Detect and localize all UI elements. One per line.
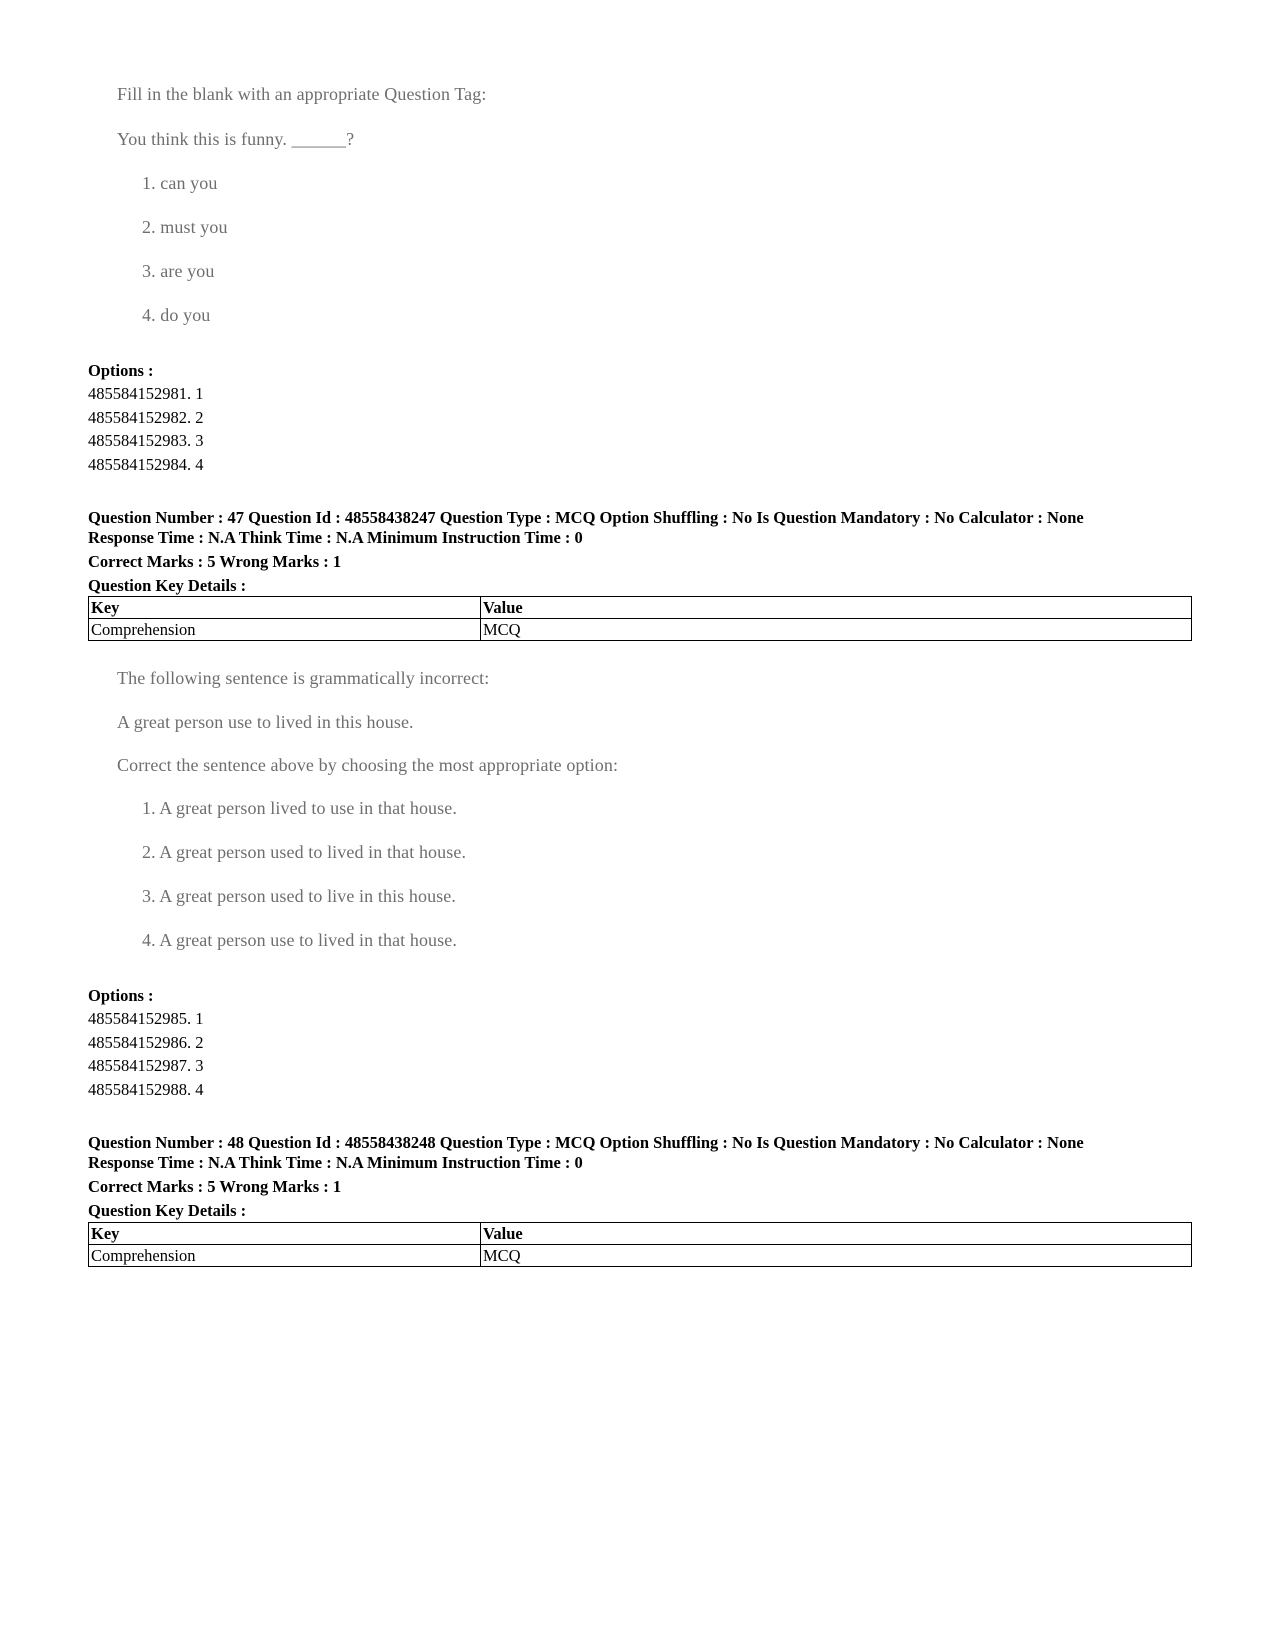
question-choice-2: 2. must you (142, 217, 228, 237)
options-label: Options : (88, 361, 154, 380)
question-instruction: Fill in the blank with an appropriate Question Tag: (117, 84, 487, 104)
table-header-value: Value (481, 597, 1192, 619)
question-meta-line2: Response Time : N.A Think Time : N.A Minimum Instruction Time : 0 (88, 1153, 583, 1172)
question-instruction: The following sentence is grammatically incorrect: (117, 668, 490, 688)
option-item: 485584152981. 1 (88, 384, 204, 403)
question-meta-line2: Response Time : N.A Think Time : N.A Minimum Instruction Time : 0 (88, 528, 583, 547)
question-choice-4: 4. do you (142, 305, 211, 325)
question-choice-1: 1. A great person lived to use in that house. (142, 798, 457, 818)
question-choice-3: 3. A great person used to live in this house. (142, 886, 456, 906)
question-key-details-label: Question Key Details : (88, 1201, 247, 1220)
option-item: 485584152986. 2 (88, 1033, 204, 1052)
question-choice-2: 2. A great person used to lived in that house. (142, 842, 467, 862)
table-cell-key: Comprehension (89, 619, 481, 641)
question-stem: A great person use to lived in this house. (117, 712, 414, 732)
options-label: Options : (88, 986, 154, 1005)
question-choice-1: 1. can you (142, 173, 218, 193)
question-prompt: Correct the sentence above by choosing the most appropriate option: (117, 755, 619, 775)
table-cell-value: MCQ (481, 619, 1192, 641)
table-header-row (89, 597, 1192, 619)
question-stem: You think this is funny. ______? (117, 129, 355, 149)
table-cell-value: MCQ (481, 1245, 1192, 1267)
option-item: 485584152988. 4 (88, 1080, 204, 1099)
question-meta-line1: Question Number : 47 Question Id : 48558438247 Question Type : MCQ Option Shuffling : No Is Question Mandatory : No Calculator : None (88, 508, 1084, 527)
table-header-value: Value (481, 1223, 1192, 1245)
question-key-table (88, 596, 1192, 641)
table-header-key: Key (89, 1223, 481, 1245)
table-row (89, 1245, 1192, 1267)
option-item: 485584152984. 4 (88, 455, 204, 474)
table-header-row (89, 1223, 1192, 1245)
question-key-details-label: Question Key Details : (88, 576, 247, 595)
table-header-key: Key (89, 597, 481, 619)
question-key-table (88, 1222, 1192, 1267)
question-marks: Correct Marks : 5 Wrong Marks : 1 (88, 552, 342, 571)
question-marks: Correct Marks : 5 Wrong Marks : 1 (88, 1177, 342, 1196)
question-choice-4: 4. A great person use to lived in that house. (142, 930, 457, 950)
table-row (89, 619, 1192, 641)
question-meta-line1: Question Number : 48 Question Id : 48558438248 Question Type : MCQ Option Shuffling : No Is Question Mandatory : No Calculator : None (88, 1133, 1084, 1152)
option-item: 485584152982. 2 (88, 408, 204, 427)
table-cell-key: Comprehension (89, 1245, 481, 1267)
option-item: 485584152983. 3 (88, 431, 204, 450)
option-item: 485584152987. 3 (88, 1056, 204, 1075)
option-item: 485584152985. 1 (88, 1009, 204, 1028)
question-choice-3: 3. are you (142, 261, 215, 281)
